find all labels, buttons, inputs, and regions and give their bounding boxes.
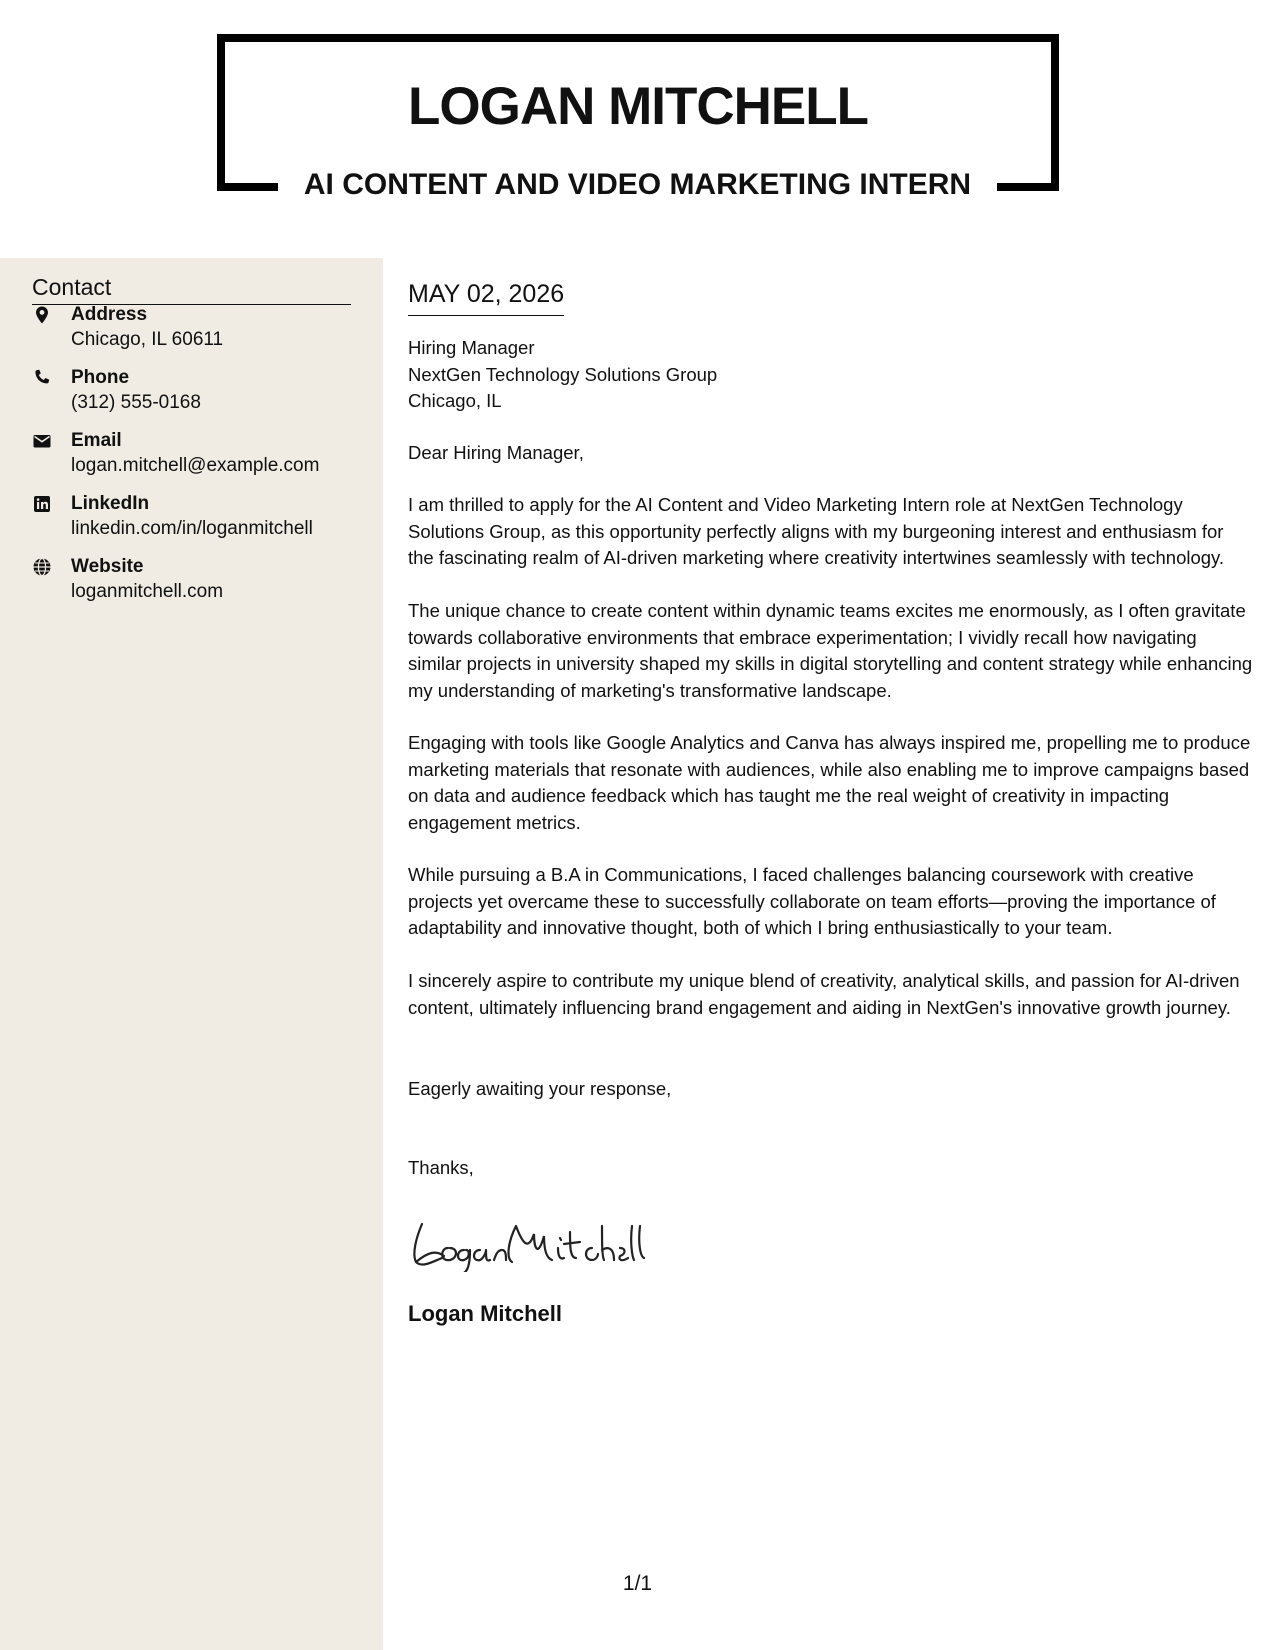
phone-value: (312) 555-0168: [71, 392, 201, 413]
globe-icon: [32, 557, 52, 577]
paragraph-2: The unique chance to create content within dynamic teams excites me enormously, as I often gravitate towards collaborative environments that embrace experimentation; I vividly recall how navigating similar projects in university shaped my skills in digital storytelling and content strategy while enhancing my understanding of marketing's transformative landscape.: [408, 600, 1253, 701]
closing-line: Eagerly awaiting your response,: [408, 1078, 672, 1099]
header-frame-left: [217, 34, 225, 191]
linkedin-label: LinkedIn: [71, 493, 150, 514]
header-frame-right: [1051, 34, 1059, 191]
recipient-title: Hiring Manager: [408, 337, 535, 358]
header-frame-bottom-right: [997, 183, 1059, 191]
paragraph-4: While pursuing a B.A in Communications, I faced challenges balancing coursework with creative projects yet overcame these to successfully collaborate on team efforts—proving the importance of adaptability and innovative thought, both of which I bring enthusiastically to your team.: [408, 864, 1216, 938]
contact-website: [32, 555, 372, 609]
recipient-block: [408, 335, 717, 415]
contact-sidebar: [0, 258, 383, 1650]
contact-phone: [32, 366, 372, 420]
paragraph-3: Engaging with tools like Google Analytics and Canva has always inspired me, propelling me to produce marketing materials that resonate with audiences, while also enabling me to improve campaigns based on data and audience feedback which has taught me the real weight of creativity in impacting engagement metrics.: [408, 732, 1251, 833]
paragraph-1: I am thrilled to apply for the AI Content and Video Marketing Intern role at NextGen Technology Solutions Group, as this opportunity perfectly aligns with my burgeoning interest and enthusiasm for the fascinating realm of AI-driven marketing where creativity intertwines seamlessly with technology.: [408, 494, 1225, 568]
envelope-icon: [32, 431, 52, 451]
signed-name: Logan Mitchell: [408, 1301, 562, 1326]
contact-linkedin: [32, 492, 372, 546]
contact-email: [32, 429, 372, 483]
email-label: Email: [71, 430, 122, 451]
letter-date: MAY 02, 2026: [408, 278, 564, 316]
letter-header: [0, 0, 1275, 258]
phone-label: Phone: [71, 367, 130, 388]
website-label: Website: [71, 556, 144, 577]
website-value: loganmitchell.com: [71, 581, 224, 602]
header-frame-bottom-left: [217, 183, 278, 191]
handwritten-signature: [408, 1212, 648, 1272]
header-frame-top: [217, 34, 1059, 42]
applicant-name: LOGAN MITCHELL: [408, 77, 868, 136]
email-value: logan.mitchell@example.com: [71, 455, 320, 476]
applicant-role: AI CONTENT AND VIDEO MARKETING INTERN: [303, 168, 972, 201]
linkedin-value: linkedin.com/in/loganmitchell: [71, 518, 313, 539]
address-value: Chicago, IL 60611: [71, 329, 224, 350]
recipient-location: Chicago, IL: [408, 390, 502, 411]
phone-icon: [32, 368, 52, 388]
location-pin-icon: [32, 305, 52, 325]
salutation: Dear Hiring Manager,: [408, 442, 584, 463]
address-label: Address: [71, 304, 148, 325]
paragraph-5: I sincerely aspire to contribute my unique blend of creativity, analytical skills, and passion for AI-driven content, ultimately influencing brand engagement and aiding in NextGen's innovative growth journey.: [408, 970, 1240, 1018]
contact-address: [32, 303, 372, 357]
contact-heading: Contact: [32, 272, 351, 305]
page-number: 1/1: [622, 1572, 653, 1595]
thanks-line: Thanks,: [408, 1157, 474, 1178]
linkedin-icon: [32, 494, 52, 514]
recipient-company: NextGen Technology Solutions Group: [408, 363, 718, 385]
